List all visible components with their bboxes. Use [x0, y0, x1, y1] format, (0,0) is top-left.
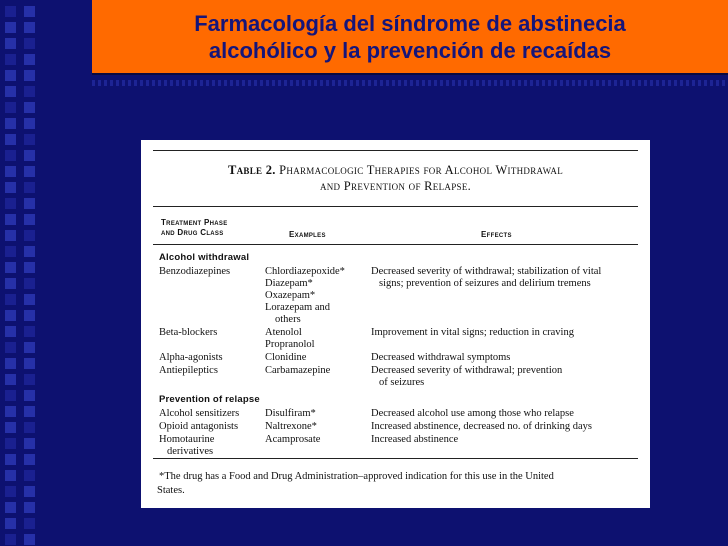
- decorative-square: [5, 134, 16, 145]
- example-cell: Atenolol: [265, 327, 302, 338]
- decorative-square: [24, 102, 35, 113]
- table-caption: [141, 162, 650, 194]
- decorative-square: [24, 38, 35, 49]
- header-phase-line-1: Treatment Phase: [161, 218, 228, 227]
- decorative-square: [5, 342, 16, 353]
- decorative-square: [5, 374, 16, 385]
- decorative-square: [5, 518, 16, 529]
- example-cell: Naltrexone*: [265, 421, 317, 432]
- decorative-square: [24, 486, 35, 497]
- decorative-squares-column: [0, 0, 92, 546]
- example-cell: Lorazepam and: [265, 302, 331, 313]
- decorative-square: [24, 294, 35, 305]
- decorative-square: [5, 390, 16, 401]
- decorative-square: [5, 438, 16, 449]
- decorative-square: [5, 150, 16, 161]
- decorative-square: [5, 534, 16, 545]
- example-cell: Propranolol: [265, 339, 315, 350]
- decorative-square: [24, 182, 35, 193]
- effect-cell: Decreased severity of withdrawal; prevention: [371, 365, 563, 376]
- caption-lead: Table 2.: [227, 163, 276, 177]
- decorative-square: [5, 358, 16, 369]
- decorative-square: [24, 534, 35, 545]
- decorative-strip: [92, 80, 728, 86]
- decorative-square: [5, 310, 16, 321]
- effect-cell: Increased abstinence, decreased no. of drinking days: [371, 421, 592, 432]
- effect-cell: Decreased severity of withdrawal; stabilization of vital: [371, 266, 602, 277]
- effect-cell: Decreased alcohol use among those who relapse: [371, 408, 574, 419]
- decorative-square: [5, 22, 16, 33]
- decorative-square: [24, 198, 35, 209]
- drug-class-cell: Alpha-agonists: [159, 352, 223, 363]
- title-bar: [92, 0, 728, 73]
- example-cell: Disulfiram*: [265, 408, 316, 419]
- decorative-square: [5, 278, 16, 289]
- section-title: Prevention of relapse: [159, 394, 260, 405]
- header-bottom-rule: [153, 244, 638, 245]
- example-cell: Oxazepam*: [265, 290, 316, 301]
- decorative-square: [24, 230, 35, 241]
- drug-class-cell: Opioid antagonists: [159, 421, 239, 432]
- decorative-square: [24, 454, 35, 465]
- decorative-square: [24, 278, 35, 289]
- decorative-square: [24, 502, 35, 513]
- drug-class-cell: derivatives: [167, 446, 214, 457]
- example-cell: Clonidine: [265, 352, 307, 363]
- example-cell: Diazepam*: [265, 278, 313, 289]
- example-cell: Carbamazepine: [265, 365, 331, 376]
- decorative-square: [5, 470, 16, 481]
- top-rule: [153, 150, 638, 151]
- decorative-square: [5, 422, 16, 433]
- decorative-square: [24, 86, 35, 97]
- decorative-square: [5, 486, 16, 497]
- decorative-square: [5, 454, 16, 465]
- decorative-square: [24, 166, 35, 177]
- decorative-square: [5, 54, 16, 65]
- decorative-square: [24, 310, 35, 321]
- decorative-square: [24, 118, 35, 129]
- decorative-square: [5, 294, 16, 305]
- example-cell: others: [275, 314, 301, 325]
- decorative-square: [5, 118, 16, 129]
- decorative-square: [24, 214, 35, 225]
- table-document-panel: [141, 140, 650, 508]
- decorative-square: [24, 358, 35, 369]
- decorative-square: [5, 502, 16, 513]
- drug-class-cell: Antiepileptics: [159, 365, 218, 376]
- title-underline: [92, 73, 728, 75]
- effect-cell: Decreased withdrawal symptoms: [371, 352, 511, 363]
- decorative-square: [24, 518, 35, 529]
- footnote-line-2: States.: [157, 485, 185, 496]
- effect-cell: signs; prevention of seizures and delirium tremens: [379, 278, 591, 289]
- section-title: Alcohol withdrawal: [159, 252, 250, 263]
- decorative-square: [5, 262, 16, 273]
- footnote-line-1: *The drug has a Food and Drug Administration–approved indication for this use in the United: [159, 471, 554, 482]
- drug-class-cell: Benzodiazepines: [159, 266, 231, 277]
- decorative-square: [24, 54, 35, 65]
- decorative-square: [5, 166, 16, 177]
- decorative-square: [24, 470, 35, 481]
- slide-title-line-2: alcohólico y la prevención de recaídas: [208, 37, 612, 63]
- decorative-square: [5, 214, 16, 225]
- slide-title-line-1: Farmacología del síndrome de abstinecia: [194, 10, 626, 36]
- decorative-square: [24, 342, 35, 353]
- drug-class-cell: Beta-blockers: [159, 327, 218, 338]
- decorative-square: [24, 406, 35, 417]
- effect-cell: Improvement in vital signs; reduction in craving: [371, 327, 574, 338]
- decorative-square: [24, 326, 35, 337]
- header-treatment-phase: [161, 218, 228, 238]
- decorative-square: [5, 246, 16, 257]
- decorative-square: [5, 182, 16, 193]
- table-bottom-rule: [153, 458, 638, 459]
- decorative-square: [5, 198, 16, 209]
- table-footnote: [159, 470, 639, 498]
- decorative-square: [5, 326, 16, 337]
- caption-line-2: and Prevention of Relapse.: [319, 179, 472, 193]
- decorative-square: [24, 70, 35, 81]
- effect-cell: of seizures: [379, 377, 425, 388]
- header-phase-line-2: and Drug Class: [161, 228, 224, 237]
- decorative-square: [5, 102, 16, 113]
- decorative-square: [5, 406, 16, 417]
- header-top-rule: [153, 206, 638, 207]
- drug-class-cell: Alcohol sensitizers: [159, 408, 240, 419]
- decorative-square: [24, 6, 35, 17]
- caption-line-1: Pharmacologic Therapies for Alcohol Withdrawal: [279, 163, 564, 177]
- decorative-square: [24, 150, 35, 161]
- example-cell: Acamprosate: [265, 434, 321, 445]
- header-effects: Effects: [481, 230, 512, 239]
- decorative-square: [5, 70, 16, 81]
- decorative-square: [24, 390, 35, 401]
- header-examples: Examples: [289, 230, 326, 239]
- decorative-square: [5, 86, 16, 97]
- decorative-square: [24, 262, 35, 273]
- decorative-square: [24, 22, 35, 33]
- decorative-square: [5, 230, 16, 241]
- decorative-square: [24, 246, 35, 257]
- decorative-square: [5, 6, 16, 17]
- decorative-square: [24, 422, 35, 433]
- effect-cell: Increased abstinence: [371, 434, 459, 445]
- example-cell: Chlordiazepoxide*: [265, 266, 345, 277]
- decorative-square: [24, 438, 35, 449]
- decorative-square: [5, 38, 16, 49]
- drug-class-cell: Homotaurine: [159, 434, 215, 445]
- decorative-square: [24, 374, 35, 385]
- decorative-square: [24, 134, 35, 145]
